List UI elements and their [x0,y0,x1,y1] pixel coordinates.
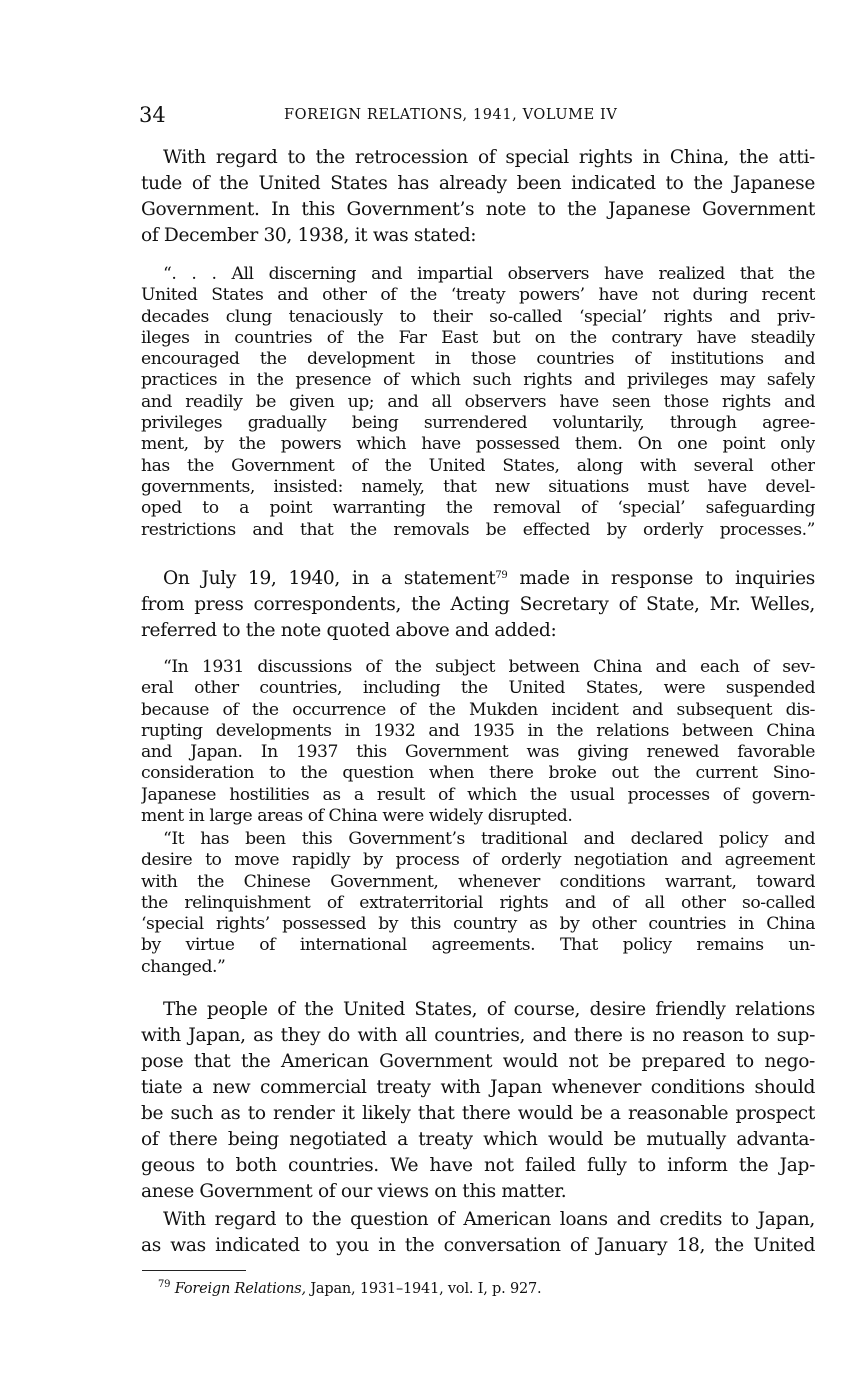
text-segment: made in response to inquiries [507,568,815,589]
paragraph-retrocession-intro [141,145,815,249]
footnote-rule [142,1270,246,1271]
text-line: consideration to the question when there broke out the current Sino- [141,763,815,784]
text-line: With regard to the question of American loans and credits to Japan, [163,1209,815,1230]
text-line: rupting developments in 1932 and 1935 in the relations between China [141,720,815,741]
text-line: governments, insisted: namely, that new situations must have devel- [141,476,815,497]
quotation-welles-2 [141,829,815,978]
text-line: encouraged the development in those countries of institutions and [141,349,815,370]
text-line: anese Government of our views on this matter. [141,1181,567,1202]
text-line: because of the occurrence of the Mukden incident and subsequent dis- [141,699,815,720]
text-line: referred to the note quoted above and added: [141,620,557,641]
text-line: Japanese hostilities as a result of which the usual processes of govern- [141,784,815,805]
text-line: as was indicated to you in the conversation of January 18, the United [141,1235,815,1256]
quotation-note-1938 [141,264,815,541]
quotation-welles-1 [141,657,815,827]
text-line: oped to a point warranting the removal of ‘special’ safeguarding [141,498,815,519]
text-line: practices in the presence of which such rights and privileges may safely [141,370,815,391]
text-line: “In 1931 discussions of the subject between China and each of sev- [163,657,815,677]
text-line [141,566,815,592]
text-line: With regard to the retrocession of special rights in China, the atti- [163,147,815,168]
text-line: restrictions and that the removals be effected by orderly processes.” [141,519,815,540]
text-line: eral other countries, including the United States, were suspended [141,678,815,699]
text-line: changed.” [141,956,226,977]
text-line: with Japan, as they do with all countries, and there is no reason to sup- [141,1025,815,1046]
footnote-reference: 79 [495,570,508,581]
text-line: by virtue of international agreements. That policy remains un- [141,935,815,956]
text-line: geous to both countries. We have not failed fully to inform the Jap- [141,1155,815,1176]
text-line: and Japan. In 1937 this Government was giving renewed favorable [141,742,815,763]
text-line: of December 30, 1938, it was stated: [141,225,477,246]
text-line: of there being negotiated a treaty which would be mutually advanta- [141,1129,815,1150]
text-line: and readily be given up; and all observers have seen those rights and [141,391,815,412]
text-line: tude of the United States has already been indicated to the Japanese [141,173,815,194]
page-number: 34 [139,103,166,127]
footnote [158,1279,541,1299]
text-line: “. . . All discerning and impartial observers have realized that the [163,264,815,284]
text-line: the relinquishment of extraterritorial rights and of all other so-called [141,892,815,913]
text-line: privileges gradually being surrendered voluntarily, through agree- [141,413,815,434]
footnote-number: 79 [158,1279,171,1290]
text-line: pose that the American Government would not be prepared to nego- [141,1051,815,1072]
text-line: be such as to render it likely that there would be a reasonable prospect [141,1103,815,1124]
text-line: ‘special rights’ possessed by this country as by other countries in China [141,914,815,935]
text-line: tiate a new commercial treaty with Japan whenever conditions should [141,1077,815,1098]
text-line: United States and other of the ‘treaty powers’ have not during recent [141,285,815,306]
text-line: with the Chinese Government, whenever conditions warrant, toward [141,871,815,892]
paragraph-friendly-relations [141,997,815,1205]
text-line: from press correspondents, the Acting Secretary of State, Mr. Welles, [141,594,815,615]
text-line: ment, by the powers which have possessed them. On one point only [141,434,815,455]
text-line: The people of the United States, of course, desire friendly relations [163,999,815,1020]
paragraph-welles-statement [141,566,815,644]
page-header [139,102,815,128]
footnote-title: Foreign Relations, [174,1281,306,1297]
text-line: ileges in countries of the Far East but on the contrary have steadily [141,327,815,348]
text-segment: On July 19, 1940, in a statement [163,568,496,589]
text-line: ment in large areas of China were widely disrupted. [141,806,573,827]
text-line: has the Government of the United States, along with several other [141,455,815,476]
text-line: desire to move rapidly by process of orderly negotiation and agreement [141,850,815,871]
text-line: Government. In this Government’s note to the Japanese Government [141,199,815,220]
running-head: FOREIGN RELATIONS, 1941, VOLUME IV [284,107,618,123]
text-line: decades clung tenaciously to their so-called ‘special’ rights and priv- [141,306,815,327]
footnote-citation: Japan, 1931–1941, vol. I, p. 927. [305,1281,542,1297]
paragraph-loans-credits [141,1207,815,1259]
text-line: “It has been this Government’s traditional and declared policy and [163,829,815,849]
